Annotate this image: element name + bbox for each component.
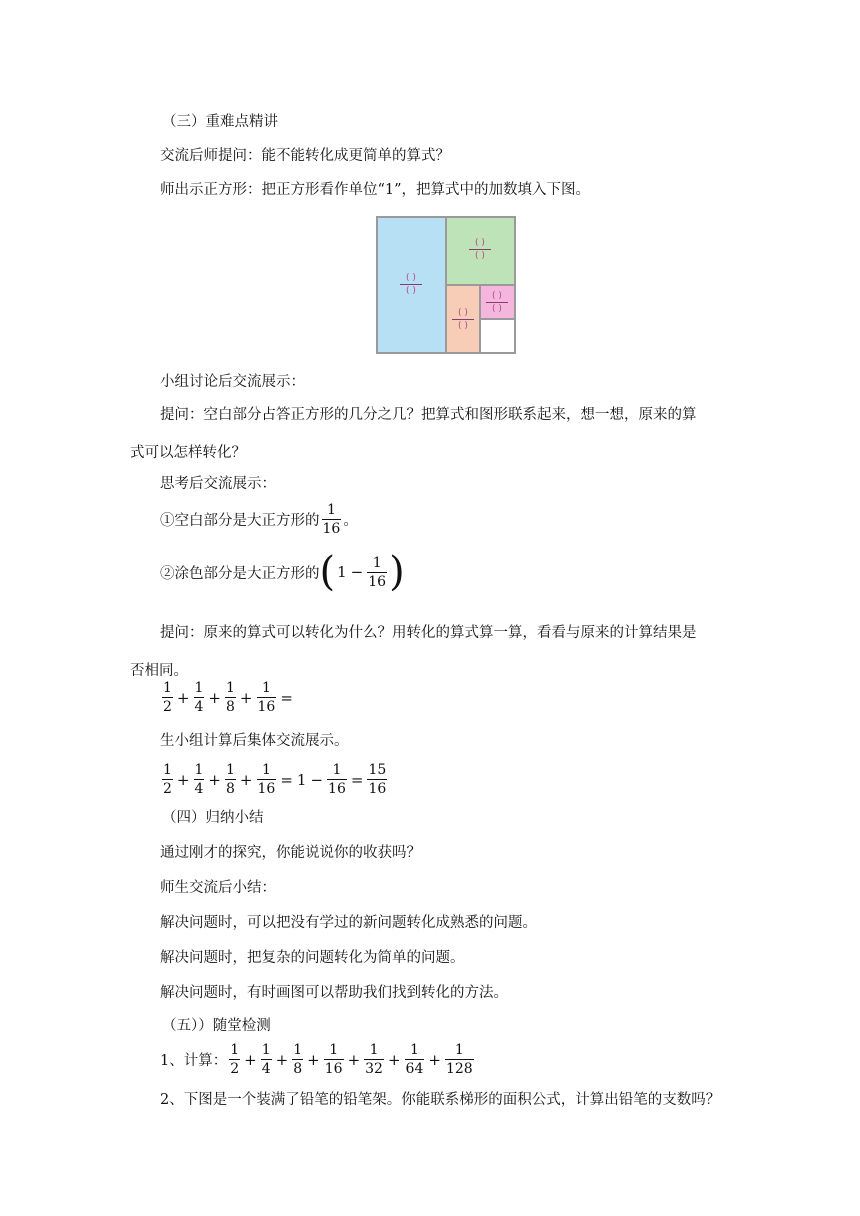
plus-sign: + [239,770,253,789]
plus-sign: + [176,688,190,707]
summary-1: 解决问题时，可以把没有学过的新问题转化成熟悉的问题。 [160,915,537,931]
minus-sign: − [350,563,364,581]
plus-sign: + [208,770,221,789]
fraction-blank: ( ) ( ) [452,308,474,331]
fraction: $\frac{1}{16}$ [324,1042,343,1077]
fraction: $\frac{1}{16}$ [257,680,276,715]
quarter-region [446,217,515,285]
exercise-2: 2、下图是一个装满了铅笔的铅笔架。你能联系梯形的面积公式，计算出铅笔的支数吗？ [160,1092,721,1108]
minus-sign: − [310,770,324,789]
plus-sign: + [307,1050,320,1069]
blank-region [480,319,515,353]
summary-3: 解决问题时，有时画图可以帮助我们找到转化的方法。 [160,985,508,1001]
fraction-blank: ( ) ( ) [469,238,491,261]
plus-sign: + [244,1050,257,1069]
section3-question: 交流后师提问：能不能转化成更简单的算式？ [160,148,450,164]
section3-instruction: 师出示正方形：把正方形看作单位“1”，把算式中的加数填入下图。 [160,182,591,198]
fraction: $\frac{1}{8}$ [293,1042,303,1077]
finding-1-suffix: 。 [343,513,358,529]
fraction: $\frac{1}{16}$ [328,762,346,797]
fraction: $\frac{1}{4}$ [261,1042,271,1077]
section3-heading: （三）重难点精讲 [162,114,278,130]
exercise-1 [160,1042,476,1077]
plus-sign: + [176,770,190,789]
discussion-question: 提问：空白部分占答正方形的几分之几？把算式和图形联系起来，想一想，原来的算式可以怎样转化？ [130,407,697,461]
fraction: $\frac{1}{16}$ [322,502,341,537]
discussion-intro: 小组讨论后交流展示： [160,374,305,390]
original-equation [160,680,295,715]
plus-sign: + [347,1050,361,1069]
fraction-blank: ( ) ( ) [486,291,508,314]
equals-sign: = [280,688,293,707]
finding-2-text: ②涂色部分是大正方形的 [160,565,320,582]
thinking-intro: 思考后交流展示： [160,476,276,492]
section5-heading: （五））随堂检测 [162,1018,271,1034]
group-calc-text: 生小组计算后集体交流展示。 [160,733,349,749]
plus-sign: + [239,688,253,707]
fraction: $\frac{1}{8}$ [226,762,235,797]
plus-sign: + [275,1050,289,1069]
right-paren: ) [389,549,405,595]
finding-1-text: ①空白部分是大正方形的 [160,513,320,529]
solved-equation [160,762,389,797]
eighth-region [446,285,480,353]
equals-sign: = [280,770,293,789]
fraction: $\frac{1}{128}$ [445,1042,473,1077]
section4-question: 通过刚才的探究，你能说说你的收获吗？ [160,845,421,861]
fraction: $\frac{1}{4}$ [194,762,204,797]
finding-blank-part [160,502,358,537]
fraction-blank: ( ) ( ) [400,273,422,296]
whole-one: 1 [337,563,347,581]
left-paren: ( [319,549,336,595]
whole-one: 1 [296,770,307,789]
half-region [377,217,446,353]
plus-sign: + [387,1050,401,1069]
fraction: $\frac{1}{2}$ [163,680,172,715]
plus-sign: + [208,688,221,707]
summary-2: 解决问题时，把复杂的问题转化为简单的问题。 [160,950,465,966]
section4-intro: 师生交流后小结： [160,880,276,896]
fraction: $\frac{1}{16}$ [368,554,387,590]
fraction: $\frac{1}{4}$ [194,680,204,715]
fraction: $\frac{1}{8}$ [226,680,235,715]
exercise-1-label: 1、计算： [160,1053,228,1069]
fraction: $\frac{1}{2}$ [230,1042,240,1077]
fraction: $\frac{1}{16}$ [257,762,276,797]
equals-sign: = [350,770,364,789]
fraction: $\frac{1}{32}$ [365,1042,383,1077]
plus-sign: + [428,1050,441,1069]
conversion-question: 提问：原来的算式可以转化为什么？用转化的算式算一算，看看与原来的计算结果是否相同。 [130,625,697,679]
fraction: $\frac{1}{2}$ [163,762,172,797]
finding-shaded-part [160,549,405,595]
fraction: $\frac{1}{64}$ [405,1042,424,1077]
fraction: $\frac{15}{16}$ [368,762,387,797]
sixteenth-region [480,285,515,319]
unit-square-diagram [376,216,516,354]
section4-heading: （四）归纳小结 [162,810,264,826]
